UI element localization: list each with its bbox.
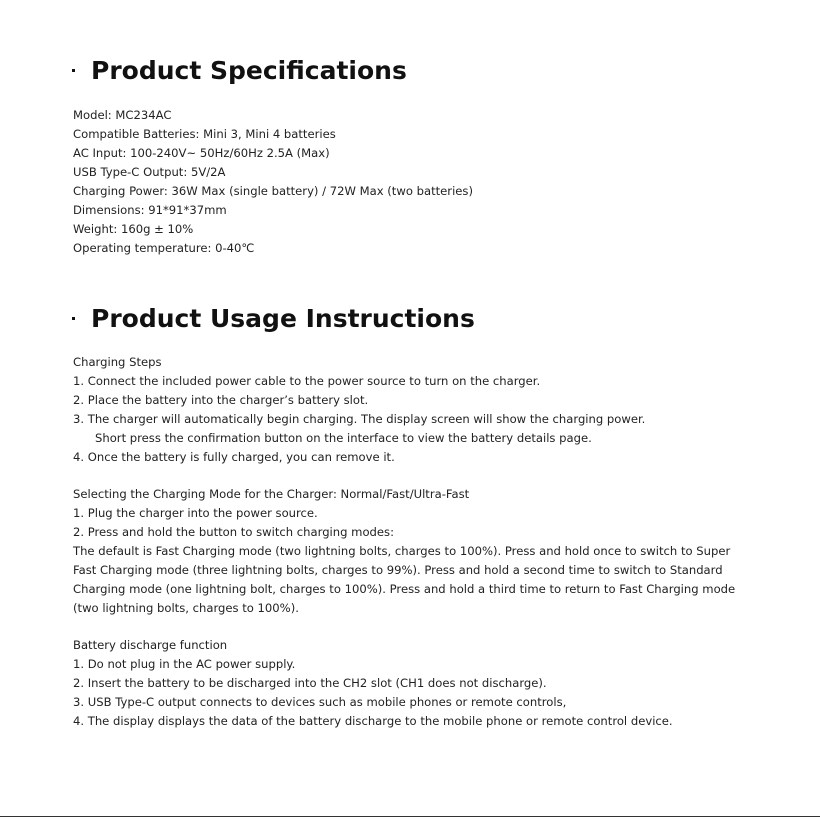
charging-mode-section [73,485,773,618]
specs-list [73,106,773,258]
heading-bullet-icon [72,317,75,320]
discharge-step-2: 2. Insert the battery to be discharged into the CH2 slot (CH1 does not discharge). [73,676,547,690]
charging-step-4: 4. Once the battery is fully charged, you can remove it. [73,450,395,464]
specs-title: Product Specifications [91,56,407,85]
spec-charging-power: Charging Power: 36W Max (single battery) / 72W Max (two batteries) [73,184,473,198]
spec-operating-temperature: Operating temperature: 0-40℃ [73,241,255,255]
charging-step-3-continued: Short press the confirmation button on the interface to view the battery details page. [95,431,592,445]
charging-mode-step-2: 2. Press and hold the button to switch charging modes: [73,525,394,539]
heading-bullet-icon [72,69,75,72]
discharge-heading: Battery discharge function [73,638,228,652]
charging-mode-step-1: 1. Plug the charger into the power source. [73,506,318,520]
charging-step-3: 3. The charger will automatically begin charging. The display screen will show the charging power. [73,412,646,426]
footer-divider [0,816,820,817]
charging-mode-paragraph-line-2: Fast Charging mode (three lightning bolts, charges to 99%). Press and hold a second time to switch to Standard [73,563,723,577]
usage-body [73,353,773,731]
usage-heading [72,304,475,333]
discharge-step-3: 3. USB Type-C output connects to devices such as mobile phones or remote controls, [73,695,567,709]
charging-mode-paragraph-line-1: The default is Fast Charging mode (two lightning bolts, charges to 100%). Press and hold once to switch to Super [73,544,731,558]
spec-usb-output: USB Type-C Output: 5V/2A [73,165,226,179]
spec-weight: Weight: 160g ± 10% [73,222,194,236]
spec-dimensions: Dimensions: 91*91*37mm [73,203,227,217]
charging-mode-paragraph-line-4: (two lightning bolts, charges to 100%). [73,601,299,615]
discharge-step-1: 1. Do not plug in the AC power supply. [73,657,296,671]
charging-mode-heading: Selecting the Charging Mode for the Charger: Normal/Fast/Ultra-Fast [73,487,470,501]
usage-title: Product Usage Instructions [91,304,475,333]
specs-heading [72,56,407,85]
discharge-step-4: 4. The display displays the data of the battery discharge to the mobile phone or remote control device. [73,714,673,728]
charging-steps-section [73,353,773,467]
charging-mode-paragraph-line-3: Charging mode (one lightning bolt, charges to 100%). Press and hold a third time to return to Fast Charging mode [73,582,736,596]
spec-compatible-batteries: Compatible Batteries: Mini 3, Mini 4 batteries [73,127,336,141]
spec-model: Model: MC234AC [73,108,172,122]
charging-steps-heading: Charging Steps [73,355,162,369]
charging-step-1: 1. Connect the included power cable to the power source to turn on the charger. [73,374,541,388]
discharge-section [73,636,773,731]
spec-ac-input: AC Input: 100-240V~ 50Hz/60Hz 2.5A (Max) [73,146,330,160]
charging-step-2: 2. Place the battery into the charger’s battery slot. [73,393,369,407]
